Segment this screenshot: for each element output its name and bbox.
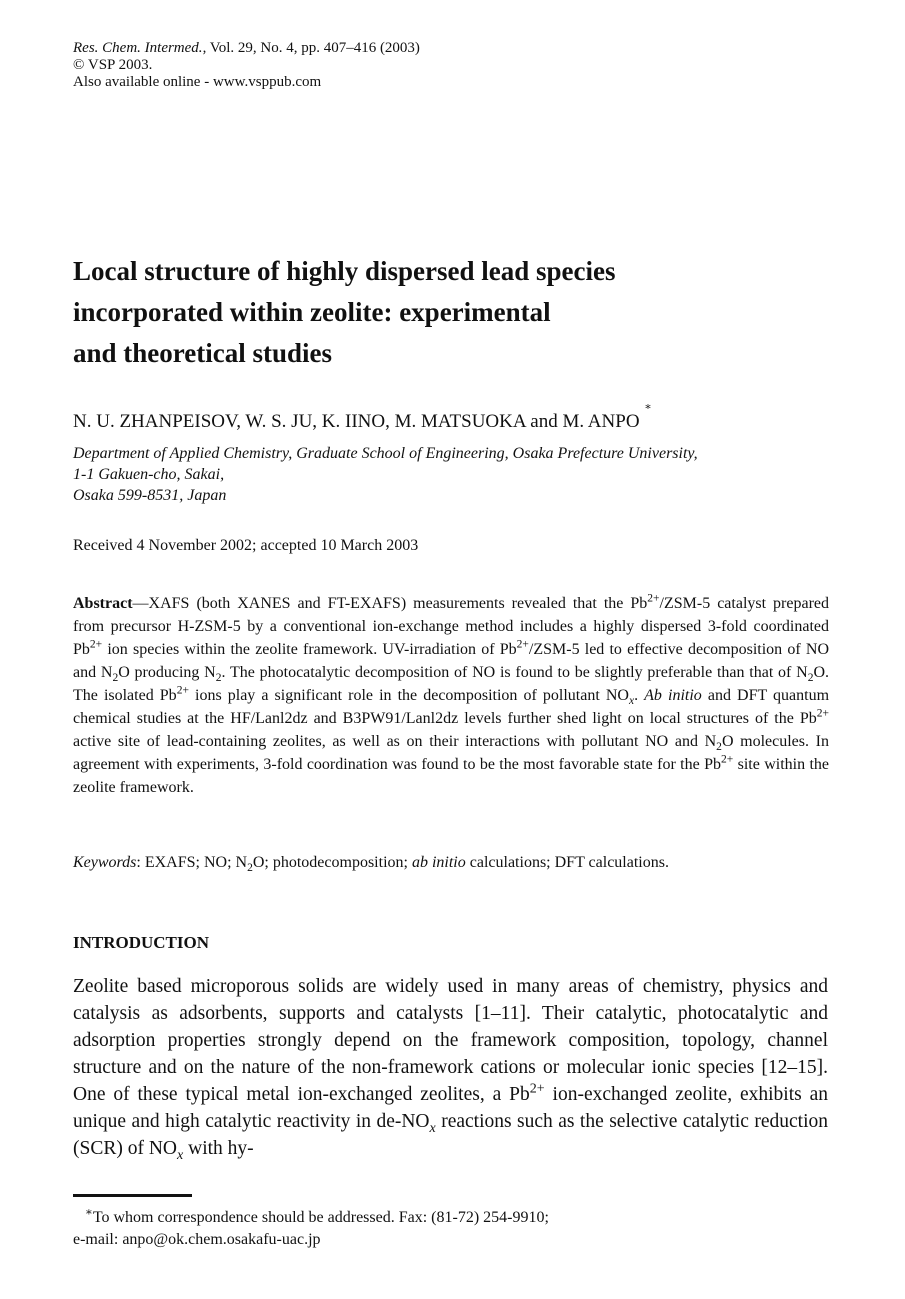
affiliation-line-2: 1-1 Gakuen-cho, Sakai, [73, 466, 225, 483]
copyright: © VSP 2003. [73, 57, 153, 73]
abstract-text: O producing N [118, 664, 216, 681]
affiliation [73, 443, 698, 506]
superscript: 2+ [176, 684, 189, 697]
paper-title [73, 251, 833, 374]
superscript: 2+ [89, 638, 103, 651]
abstract-text: and DFT quantum chemical studies at the HF/Lanl2dz and B3PW91/Lanl2dz levels further shed light on local structures of the Pb [73, 687, 830, 727]
author-list [73, 401, 652, 435]
author-names: N. U. ZHANPEISOV, W. S. JU, K. IINO, M. MATSUOKA and M. ANPO [73, 411, 640, 432]
abstract-text: ion species within the zeolite framework. UV-irradiation of Pb [102, 641, 517, 658]
footnote-email: e-mail: anpo@ok.chem.osakafu-uac.jp [73, 1231, 321, 1248]
subscript: 2 [247, 862, 253, 875]
abstract-italic: Ab initio [644, 687, 702, 704]
intro-text: ion-exchanged zeolite, exhibits an unique and high catalytic reactivity in de-NO [73, 1084, 828, 1132]
affiliation-line-1: Department of Applied Chemistry, Graduate School of Engineering, Osaka Prefecture University, [73, 445, 698, 462]
superscript: 2+ [516, 638, 529, 651]
online-availability: Also available online - www.vsppub.com [73, 74, 322, 90]
keywords-text: O; photodecomposition; [252, 854, 412, 871]
keywords-text: calculations; DFT calculations. [465, 854, 669, 871]
subscript: 2 [112, 672, 119, 685]
subscript: x [429, 1119, 436, 1136]
corresponding-author-mark: ∗ [644, 401, 652, 413]
subscript: 2 [807, 672, 814, 685]
footnote [73, 1207, 549, 1251]
abstract-text: —XAFS (both XANES and FT-EXAFS) measurements revealed that the Pb [132, 595, 648, 612]
intro-text: with hy- [183, 1138, 254, 1159]
title-line-1: Local structure of highly dispersed lead species [73, 256, 616, 286]
abstract-text: /ZSM-5 catalyst prepared from precursor H-ZSM-5 by a conventional ion-exchange method includes a highly dispersed 3-fold coordinated Pb [73, 595, 830, 658]
keywords-text: : EXAFS; NO; N [136, 854, 248, 871]
journal-header [73, 40, 420, 91]
abstract [73, 592, 829, 799]
abstract-text: active site of lead-containing zeolites, as well as on their interactions with pollutant NO and N [73, 733, 717, 750]
subscript: x [177, 1146, 184, 1163]
footnote-mark: ∗ [85, 1206, 93, 1219]
journal-name: Res. Chem. Intermed. [73, 40, 203, 56]
superscript: 2+ [816, 707, 829, 720]
abstract-text: site within the zeolite framework. [73, 756, 830, 796]
abstract-text: ions play a significant role in the decomposition of pollutant NO [188, 687, 629, 704]
title-line-2: incorporated within zeolite: experimental [73, 297, 551, 327]
abstract-text: O molecules. In agreement with experiments, 3-fold coordination was found to be the most favorable state for the Pb [73, 733, 829, 773]
abstract-text: O. The isolated Pb [73, 664, 830, 704]
intro-paragraph [73, 973, 828, 1162]
title-line-3: and theoretical studies [73, 338, 333, 368]
superscript: 2+ [720, 753, 734, 766]
keywords [73, 852, 669, 873]
footnote-text: To whom correspondence should be addressed. Fax: (81-72) 254-9910; [92, 1209, 549, 1226]
keywords-italic: ab initio [411, 854, 466, 871]
footnote-rule [73, 1194, 192, 1197]
intro-text: Zeolite based microporous solids are widely used in many areas of chemistry, physics and catalysis as adsorbents, supports and catalysts [1–11]. Their catalytic, photocatalytic and adsorption properties strongly depend on the framework composition, topology, channel structure and on the nature of the non-framework cations or molecular ionic species [12–15]. One of these typical metal ion-exchanged zeolites, a Pb [73, 976, 828, 1105]
affiliation-line-3: Osaka 599-8531, Japan [73, 487, 227, 504]
journal-citation [73, 40, 420, 57]
subscript: x [628, 695, 635, 708]
received-dates: Received 4 November 2002; accepted 10 March 2003 [73, 537, 419, 554]
intro-text: reactions such as the selective catalytic reduction (SCR) of NO [73, 1111, 828, 1159]
subscript: 2 [215, 672, 222, 685]
abstract-text: . [634, 687, 645, 704]
superscript: 2+ [647, 592, 660, 605]
abstract-text: . The photocatalytic decomposition of NO is found to be slightly preferable than that of N [221, 664, 808, 681]
abstract-text: /ZSM-5 led to effective decomposition of NO and N [73, 641, 829, 681]
section-heading: INTRODUCTION [73, 933, 210, 952]
journal-volume: , Vol. 29, No. 4, pp. 407–416 (2003) [202, 40, 420, 56]
superscript: 2+ [529, 1080, 545, 1097]
abstract-label: Abstract [73, 595, 133, 612]
keywords-label: Keywords [73, 854, 137, 871]
footnote-line-1 [73, 1207, 549, 1229]
subscript: 2 [716, 741, 722, 754]
